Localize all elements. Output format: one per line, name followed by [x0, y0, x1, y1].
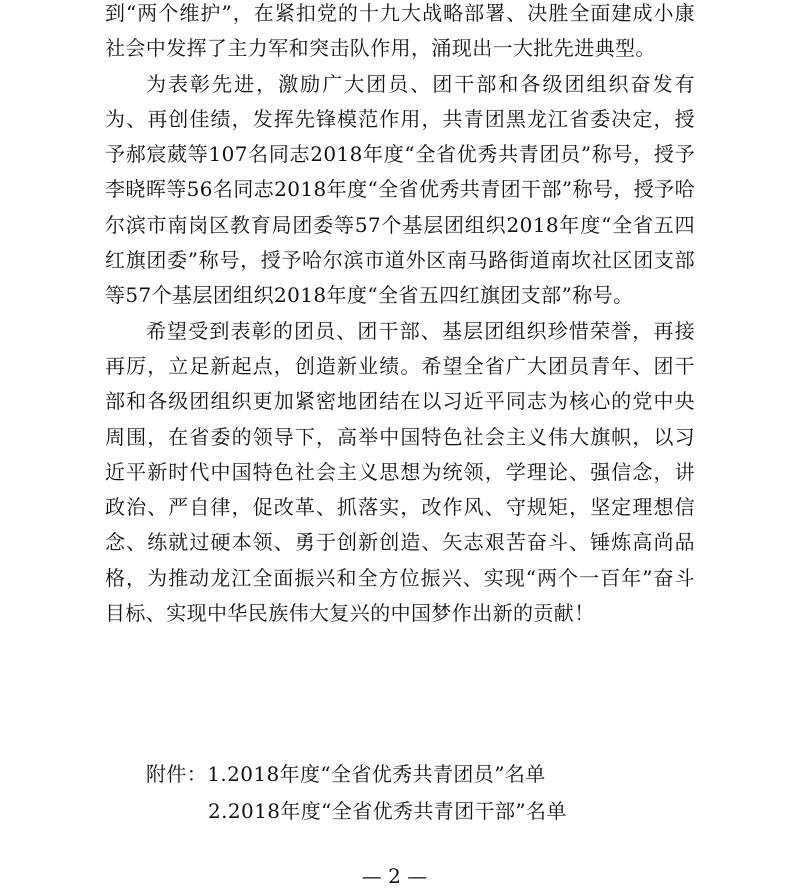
document-body: [105, 0, 695, 631]
attachment-item-2: 2.2018年度“全省优秀共青团干部”名单: [208, 799, 567, 823]
page-number: — 2 —: [361, 864, 428, 888]
attachment-item-1: 附件：1.2018年度“全省优秀共青团员”名单: [146, 762, 546, 786]
paragraph-expectation: 希望受到表彰的团员、团干部、基层团组织珍惜荣誉，再接再厉，立足新起点，创造新业绩。希望全省广大团员青年、团干部和各级团组织更加紧密地团结在以习近平同志为核心的党中央周围，在省委的领导下，高举中国特色社会主义伟大旗帜，以习近平新时代中国特色社会主义思想为统领，学理论、强信念，讲政治、严自律，促改革、抓落实，改作风、守规矩，坚定理想信念、练就过硬本领、勇于创新创造、矢志艰苦奋斗、锤炼高尚品格，为推动龙江全面振兴和全方位振兴、实现“两个一百年”奋斗目标、实现中华民族伟大复兴的中国梦作出新的贡献！: [105, 318, 695, 626]
attachment-list: [105, 756, 695, 830]
paragraph-continued: 到“两个维护”，在紧扣党的十九大战略部署、决胜全面建成小康社会中发挥了主力军和突击队作用，涌现出一大批先进典型。: [105, 1, 695, 61]
paragraph-commendation: 为表彰先进，激励广大团员、团干部和各级团组织奋发有为、再创佳绩，发挥先锋模范作用，共青团黑龙江省委决定，授予郝宸葳等107名同志2018年度“全省优秀共青团员”称号，授予李晓晖等56名同志2018年度“全省优秀共青团干部”称号，授予哈尔滨市南岗区教育局团委等57个基层团组织2018年度“全省五四红旗团委”称号，授予哈尔滨市道外区南马路街道南坎社区团支部等57个基层团组织2018年度“全省五四红旗团支部”称号。: [105, 71, 695, 308]
